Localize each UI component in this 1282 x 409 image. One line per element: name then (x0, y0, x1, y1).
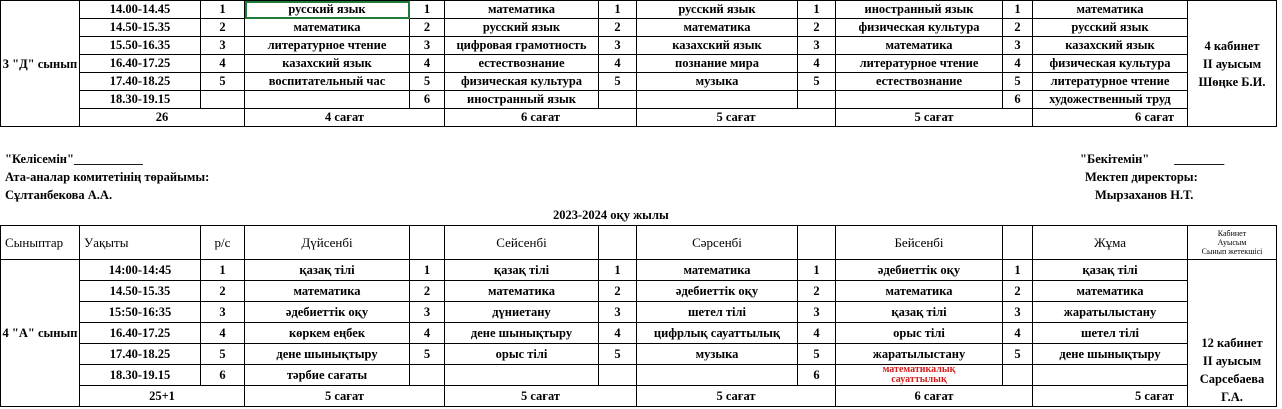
lesson-number: 5 (798, 344, 836, 365)
lesson-row (1, 55, 1277, 73)
lesson-row (1, 91, 1277, 109)
red-note-line: математикалық (882, 364, 956, 375)
header-monday: Дүйсенбі (245, 226, 410, 260)
lesson-subject: қазақ тілі (1033, 260, 1188, 281)
lesson-number: 1 (201, 1, 245, 19)
lesson-number: 1 (201, 260, 245, 281)
lesson-subject: қазақ тілі (836, 302, 1003, 323)
lesson-number: 1 (1003, 1, 1033, 19)
lesson-subject: литературное чтение (245, 37, 410, 55)
class-info-line: Шөңке Б.И. (1198, 74, 1266, 89)
class-info-line: II ауысым (1202, 354, 1262, 368)
header-row (1, 226, 1277, 260)
day-hours: 6 сағат (1033, 109, 1277, 127)
lesson-subject: математика (245, 19, 410, 37)
lesson-row (1, 323, 1277, 344)
lesson-number: 3 (599, 37, 637, 55)
lesson-subject: музыка (637, 344, 798, 365)
lesson-subject: математика (245, 281, 410, 302)
lesson-time: 15.50-16.35 (80, 37, 201, 55)
class-name: 3 "Д" сынып (2, 56, 78, 71)
lesson-subject: литературное чтение (836, 55, 1003, 73)
lesson-time: 16.40-17.25 (80, 323, 201, 344)
lesson-subject: тәрбие сағаты (245, 365, 410, 386)
header-blank (1003, 226, 1033, 260)
lesson-number: 3 (201, 37, 245, 55)
lesson-number: 2 (798, 281, 836, 302)
lesson-subject: математика (1033, 281, 1188, 302)
lesson-subject: физическая культура (445, 73, 599, 91)
lesson-number: 6 (798, 365, 836, 386)
lesson-subject: русский язык (1033, 19, 1188, 37)
lesson-row (1, 73, 1277, 91)
lesson-number: 4 (599, 323, 637, 344)
lesson-number: 2 (798, 19, 836, 37)
lesson-time: 18.30-19.15 (80, 91, 201, 109)
lesson-number: 2 (1003, 281, 1033, 302)
lesson-number: 2 (410, 281, 445, 302)
lesson-subject: математика (445, 1, 599, 19)
lesson-subject: дене шынықтыру (245, 344, 410, 365)
lesson-subject: орыс тілі (445, 344, 599, 365)
class-info-line: 12 кабинет (1201, 336, 1263, 350)
lesson-number (599, 365, 637, 386)
lesson-subject: әдебиеттік оқу (836, 260, 1003, 281)
day-hours: 5 сағат (1033, 386, 1277, 407)
class-info-line: II ауысым (1202, 56, 1262, 71)
lesson-subject: әдебиеттік оқу (637, 281, 798, 302)
lesson-subject: математика (637, 19, 798, 37)
lesson-time: 15:50-16:35 (80, 302, 201, 323)
day-hours: 5 сағат (245, 386, 445, 407)
header-thursday: Бейсенбі (836, 226, 1003, 260)
lesson-number (599, 91, 637, 109)
lesson-row (1, 19, 1277, 37)
agreed-label: "Келісемін"___________ (5, 152, 143, 166)
day-hours: 5 сағат (445, 386, 637, 407)
lesson-time: 14:00-14:45 (80, 260, 201, 281)
lesson-time: 17.40-18.25 (80, 73, 201, 91)
header-classes: Сыныптар (1, 226, 80, 260)
committee-label: Ата-аналар комитетінің төрайымы: (5, 170, 210, 184)
lesson-subject: русский язык (637, 1, 798, 19)
lesson-time: 18.30-19.15 (80, 365, 201, 386)
lesson-number: 6 (410, 91, 445, 109)
lesson-number: 4 (798, 323, 836, 344)
lesson-subject: иностранный язык (445, 91, 599, 109)
lesson-row (1, 1, 1277, 19)
total-lessons: 25+1 (80, 386, 245, 407)
lesson-row (1, 344, 1277, 365)
lesson-subject: дүниетану (445, 302, 599, 323)
day-hours: 5 сағат (637, 109, 836, 127)
day-hours: 5 сағат (836, 109, 1033, 127)
lesson-row (1, 37, 1277, 55)
total-lessons: 26 (80, 109, 245, 127)
lesson-number: 1 (798, 1, 836, 19)
schedule-table-3d (0, 0, 1277, 127)
lesson-subject: музыка (637, 73, 798, 91)
lesson-subject: көркем еңбек (245, 323, 410, 344)
header-blank (410, 226, 445, 260)
lesson-time: 14.50-15.35 (80, 281, 201, 302)
lesson-subject (1033, 365, 1188, 386)
lesson-subject: физическая культура (1033, 55, 1188, 73)
lesson-subject: дене шынықтыру (445, 323, 599, 344)
lesson-number: 4 (410, 55, 445, 73)
lesson-time: 17.40-18.25 (80, 344, 201, 365)
lesson-number: 4 (798, 55, 836, 73)
lesson-number (410, 365, 445, 386)
lesson-subject: казахский язык (1033, 37, 1188, 55)
lesson-subject (637, 91, 798, 109)
lesson-time: 16.40-17.25 (80, 55, 201, 73)
header-friday: Жұма (1033, 226, 1188, 260)
lesson-number: 3 (201, 302, 245, 323)
lesson-row (1, 281, 1277, 302)
class-info-cell (1188, 260, 1277, 407)
header-tuesday: Сейсенбі (445, 226, 599, 260)
lesson-subject: математика (836, 281, 1003, 302)
lesson-subject: дене шынықтыру (1033, 344, 1188, 365)
lesson-number: 1 (1003, 260, 1033, 281)
lesson-number: 4 (410, 323, 445, 344)
red-note-line: сауаттылық (891, 374, 947, 385)
lesson-subject: математика (1033, 1, 1188, 19)
header-info-shift: Ауысым (1217, 238, 1247, 247)
lesson-number: 3 (1003, 302, 1033, 323)
approved-label: "Бекітемін" ________ (1080, 152, 1225, 166)
header-info-teacher: Сынып жетекшісі (1201, 247, 1263, 256)
lesson-number: 5 (599, 344, 637, 365)
lesson-subject: иностранный язык (836, 1, 1003, 19)
lesson-number: 3 (410, 37, 445, 55)
header-time: Уақыты (80, 226, 201, 260)
lesson-number: 1 (410, 1, 445, 19)
lesson-subject: жаратылыстану (836, 344, 1003, 365)
lesson-number: 5 (1003, 73, 1033, 91)
lesson-time: 14.50-15.35 (80, 19, 201, 37)
lesson-subject (836, 91, 1003, 109)
lesson-number: 3 (798, 302, 836, 323)
lesson-number (798, 91, 836, 109)
lesson-number: 4 (599, 55, 637, 73)
lesson-subject: воспитательный час (245, 73, 410, 91)
director-label: Мектеп директоры: (1085, 170, 1198, 184)
day-hours: 5 сағат (637, 386, 836, 407)
day-hours: 6 сағат (445, 109, 637, 127)
header-info-room: Кабинет (1217, 229, 1247, 238)
lesson-row (1, 302, 1277, 323)
lesson-time: 14.00-14.45 (80, 1, 201, 19)
lesson-subject: қазақ тілі (245, 260, 410, 281)
lesson-number: 1 (410, 260, 445, 281)
lesson-number: 5 (410, 344, 445, 365)
lesson-subject: художественный труд (1033, 91, 1188, 109)
class-name: 4 "А" сынып (2, 326, 78, 340)
lesson-subject: цифровая грамотность (445, 37, 599, 55)
lesson-number: 2 (201, 281, 245, 302)
lesson-number: 5 (201, 73, 245, 91)
lesson-subject (445, 365, 599, 386)
lesson-subject (637, 365, 798, 386)
lesson-subject: литературное чтение (1033, 73, 1188, 91)
lesson-subject: қазақ тілі (445, 260, 599, 281)
class-info-line: 4 кабинет (1204, 38, 1260, 53)
lesson-number: 2 (410, 19, 445, 37)
class-name-cell (1, 1, 80, 127)
lesson-number: 5 (1003, 344, 1033, 365)
class-info-line: Г.А. (1221, 390, 1243, 404)
lesson-subject: русский язык (445, 19, 599, 37)
header-number: р/с (201, 226, 245, 260)
lesson-subject: шетел тілі (637, 302, 798, 323)
lesson-number: 1 (599, 1, 637, 19)
lesson-number: 2 (599, 19, 637, 37)
totals-row (1, 109, 1277, 127)
lesson-number: 3 (410, 302, 445, 323)
lesson-number: 4 (1003, 323, 1033, 344)
class-info-line: Сарсебаева (1199, 372, 1265, 386)
lesson-row (1, 260, 1277, 281)
lesson-number: 5 (201, 344, 245, 365)
header-blank (599, 226, 637, 260)
lesson-number: 2 (1003, 19, 1033, 37)
schedule-table-4a (0, 225, 1277, 407)
lesson-subject: естествознание (445, 55, 599, 73)
lesson-subject: жаратылыстану (1033, 302, 1188, 323)
class-name-cell (1, 260, 80, 407)
committee-name: Сұлтанбекова А.А. (5, 188, 113, 202)
lesson-number: 3 (599, 302, 637, 323)
lesson-number: 5 (410, 73, 445, 91)
lesson-number: 1 (798, 260, 836, 281)
lesson-number: 2 (599, 281, 637, 302)
lesson-subject: познание мира (637, 55, 798, 73)
director-name: Мырзаханов Н.Т. (1095, 188, 1194, 202)
lesson-subject: шетел тілі (1033, 323, 1188, 344)
lesson-subject: русский язык (245, 1, 410, 19)
red-note (836, 365, 1003, 386)
lesson-row (1, 365, 1277, 386)
lesson-number: 6 (1003, 91, 1033, 109)
lesson-subject: казахский язык (637, 37, 798, 55)
lesson-number: 5 (798, 73, 836, 91)
lesson-number (201, 91, 245, 109)
day-hours: 4 сағат (245, 109, 445, 127)
lesson-subject (245, 91, 410, 109)
header-wednesday: Сәрсенбі (637, 226, 798, 260)
lesson-number: 4 (201, 55, 245, 73)
lesson-subject: математика (637, 260, 798, 281)
lesson-subject: цифрлық сауаттылық (637, 323, 798, 344)
lesson-subject: естествознание (836, 73, 1003, 91)
header-info (1188, 226, 1277, 260)
day-hours: 6 сағат (836, 386, 1033, 407)
lesson-number: 4 (201, 323, 245, 344)
lesson-subject: математика (836, 37, 1003, 55)
lesson-subject: физическая культура (836, 19, 1003, 37)
lesson-subject: әдебиеттік оқу (245, 302, 410, 323)
lesson-number: 2 (201, 19, 245, 37)
totals-row (1, 386, 1277, 407)
lesson-number: 1 (599, 260, 637, 281)
lesson-subject: математика (445, 281, 599, 302)
header-blank (798, 226, 836, 260)
lesson-subject: орыс тілі (836, 323, 1003, 344)
lesson-number: 3 (798, 37, 836, 55)
lesson-number: 5 (599, 73, 637, 91)
lesson-number: 3 (1003, 37, 1033, 55)
lesson-subject: казахский язык (245, 55, 410, 73)
lesson-number: 4 (1003, 55, 1033, 73)
lesson-number (1003, 365, 1033, 386)
lesson-number: 6 (201, 365, 245, 386)
school-year: 2023-2024 оқу жылы (553, 208, 669, 222)
